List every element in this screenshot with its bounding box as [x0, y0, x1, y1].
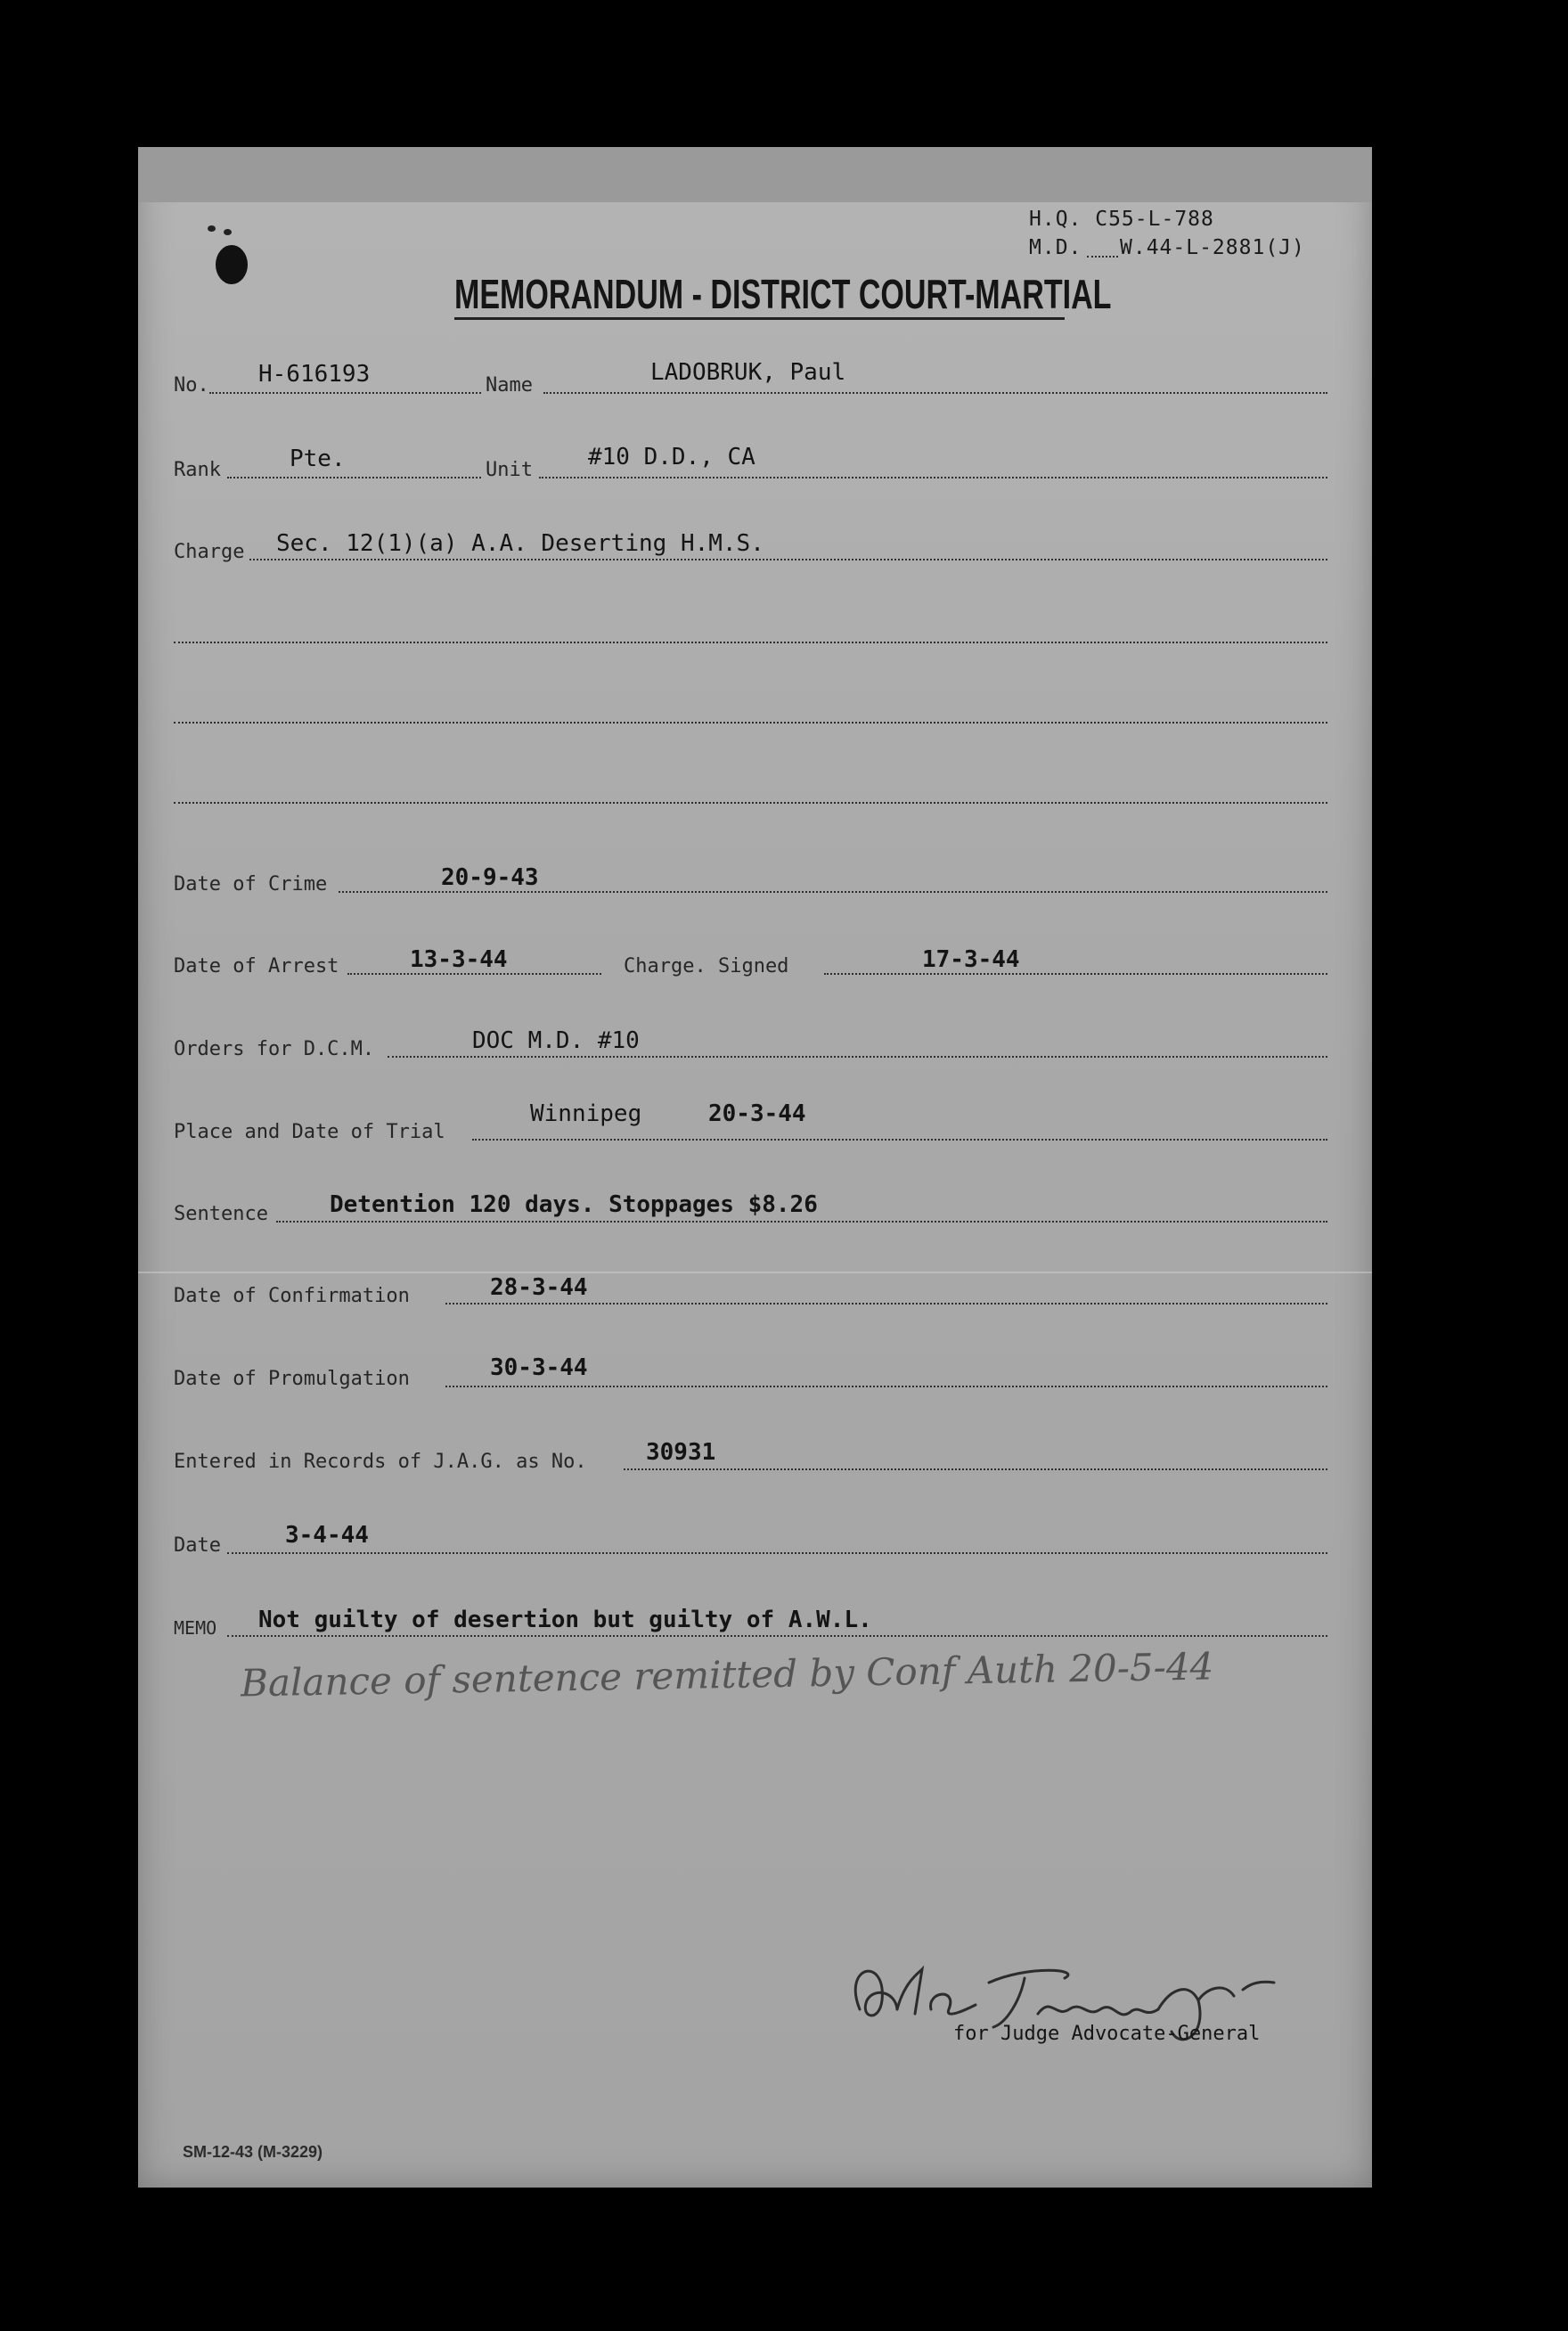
dotted-line [539, 477, 1327, 478]
date-of-confirmation-label: Date of Confirmation [174, 1285, 410, 1307]
dotted-line [227, 1552, 1327, 1554]
charge-value: Sec. 12(1)(a) A.A. Deserting H.M.S. [276, 530, 764, 557]
hq-reference: H.Q. C55-L-788 [1029, 208, 1214, 231]
trial-place: Winnipeg [530, 1100, 642, 1127]
punch-mark [208, 225, 216, 232]
md-reference: W.44-L-2881(J) [1120, 236, 1305, 259]
for-jag-label: for Judge Advocate-General [953, 2023, 1261, 2045]
blank-line [174, 642, 1327, 643]
orders-for-dcm: DOC M.D. #10 [472, 1027, 640, 1054]
sentence-value: Detention 120 days. Stoppages $8.26 [330, 1191, 818, 1218]
dotted-line [445, 1303, 1327, 1305]
memo-text: Not guilty of desertion but guilty of A.W.L. [258, 1607, 872, 1633]
name-label: Name [486, 374, 533, 397]
dotted-line [445, 1386, 1327, 1387]
date-of-promulgation: 30-3-44 [490, 1354, 588, 1381]
entry-date: 3-4-44 [285, 1522, 369, 1549]
dotted-line [339, 891, 1327, 893]
dotted-line [249, 559, 1327, 560]
title-underline [454, 317, 1065, 320]
orders-for-dcm-label: Orders for D.C.M. [174, 1038, 375, 1060]
rank-label: Rank [174, 459, 221, 481]
md-reference-prefix: M.D. [1029, 236, 1082, 259]
date-of-crime: 20-9-43 [441, 864, 539, 891]
dotted-line [347, 973, 601, 975]
service-number: H-616193 [258, 361, 371, 388]
no-label: No. [174, 374, 209, 397]
dotted-line [227, 1635, 1327, 1637]
charge-signed-date: 17-3-44 [922, 946, 1020, 973]
dotted-line [624, 1468, 1327, 1470]
blank-line [174, 722, 1327, 724]
memorandum-form [138, 147, 1372, 2188]
form-code: SM-12-43 (M-3229) [183, 2143, 323, 2161]
dotted-line [209, 392, 481, 394]
top-strip [138, 147, 1372, 202]
soldier-name: LADOBRUK, Paul [650, 359, 846, 386]
date-of-confirmation: 28-3-44 [490, 1274, 588, 1301]
punch-hole [216, 245, 248, 284]
dotted-line [472, 1139, 1327, 1141]
trial-date: 20-3-44 [708, 1100, 806, 1127]
charge-signed-label: Charge. Signed [624, 955, 789, 977]
place-date-trial-label: Place and Date of Trial [174, 1121, 445, 1143]
dotted-line [276, 1221, 1327, 1223]
sentence-label: Sentence [174, 1203, 268, 1225]
page-title: MEMORANDUM - DISTRICT COURT-MARTIAL [454, 271, 1112, 317]
unit-label: Unit [486, 459, 533, 481]
punch-mark [224, 229, 232, 235]
date-of-promulgation-label: Date of Promulgation [174, 1368, 410, 1390]
date-label: Date [174, 1534, 221, 1557]
dotted-line [388, 1056, 1327, 1058]
blank-line [174, 802, 1327, 804]
dotted-line [543, 392, 1327, 394]
date-of-crime-label: Date of Crime [174, 873, 328, 896]
handwritten-note: Balance of sentence remitted by Conf Auth 20-5-44 [240, 1644, 1214, 1705]
date-of-arrest: 13-3-44 [410, 946, 508, 973]
memo-label: MEMO [174, 1617, 217, 1639]
entered-records-label: Entered in Records of J.A.G. as No. [174, 1451, 587, 1473]
date-of-arrest-label: Date of Arrest [174, 955, 339, 977]
dotted-line [1087, 256, 1118, 258]
jag-record-number: 30931 [646, 1439, 716, 1466]
dotted-line [227, 477, 481, 478]
unit-value: #10 D.D., CA [588, 444, 755, 470]
rank-value: Pte. [290, 446, 346, 472]
signature [833, 1947, 1332, 2063]
charge-label: Charge [174, 541, 245, 563]
dotted-line [824, 973, 1327, 975]
